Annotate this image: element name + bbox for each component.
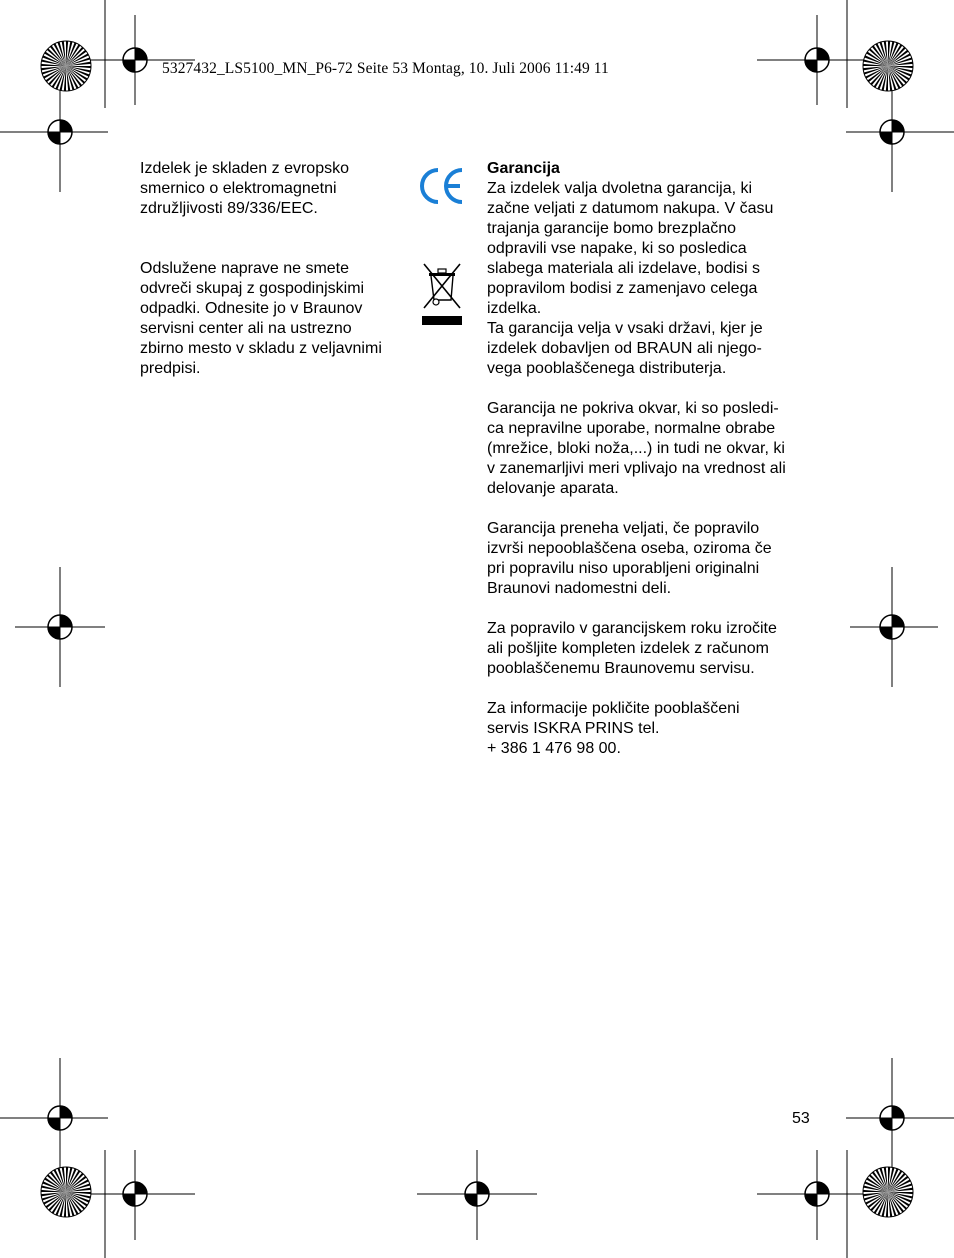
star-target-icon: [863, 41, 913, 91]
crossed-out-wheelie-bin-icon: [420, 262, 464, 326]
warranty-paragraph-2: Ta garancija velja v vsaki državi, kjer je izdelek dobavljen od BRAUN ali njego- vega pooblaščenega distributerja.: [487, 320, 763, 377]
warranty-paragraph-4: Garancija preneha veljati, če popravilo izvrši nepooblaščena oseba, oziroma če pri popravilu niso uporabljeni originalni Braunovi nadomestni deli.: [487, 520, 772, 597]
ce-notice: Izdelek je skladen z evropsko smernico o elektromagnetni združljivosti 89/336/EEC.: [140, 160, 349, 217]
page-number: 53: [792, 1110, 810, 1127]
star-target-icon: [863, 1167, 913, 1217]
warranty-section: [487, 159, 822, 759]
warranty-title: Garancija: [487, 160, 560, 177]
warranty-paragraph-3: Garancija ne pokriva okvar, ki so posledi- ca nepravilne uporabe, normalne obrabe (mrežice, bloki noža,...) in tudi ne okvar, ki v zanemarljivi meri vplivajo na vrednost ali delovanje aparata.: [487, 400, 786, 497]
warranty-paragraph-6: Za informacije pokličite pooblaščeni servis ISKRA PRINS tel. + 386 1 476 98 00.: [487, 700, 740, 757]
star-target-icon: [41, 1167, 91, 1217]
warranty-paragraph-1: Za izdelek valja dvoletna garancija, ki začne veljati z datumom nakupa. V času trajanja garancije bomo brezplačno odpravili vse napake, ki so posledica slabega materiala ali izdelave, bodisi s popravilom bodisi z zamenjavo celega izdelka.: [487, 180, 774, 317]
warranty-paragraph-5: Za popravilo v garancijskem roku izročite ali pošljite kompleten izdelek z računom pooblaščenemu Braunovemu servisu.: [487, 620, 777, 677]
print-slug: 5327432_LS5100_MN_P6-72 Seite 53 Montag, 10. Juli 2006 11:49 11: [162, 60, 609, 77]
star-target-icon: [41, 41, 91, 91]
ce-mark-icon: [418, 167, 466, 205]
disposal-notice: Odslužene naprave ne smete odvreči skupaj z gospodinjskimi odpadki. Odnesite jo v Braunov servisni center ali na ustrezno zbirno mesto v skladu z veljavnimi predpisi.: [140, 260, 382, 377]
